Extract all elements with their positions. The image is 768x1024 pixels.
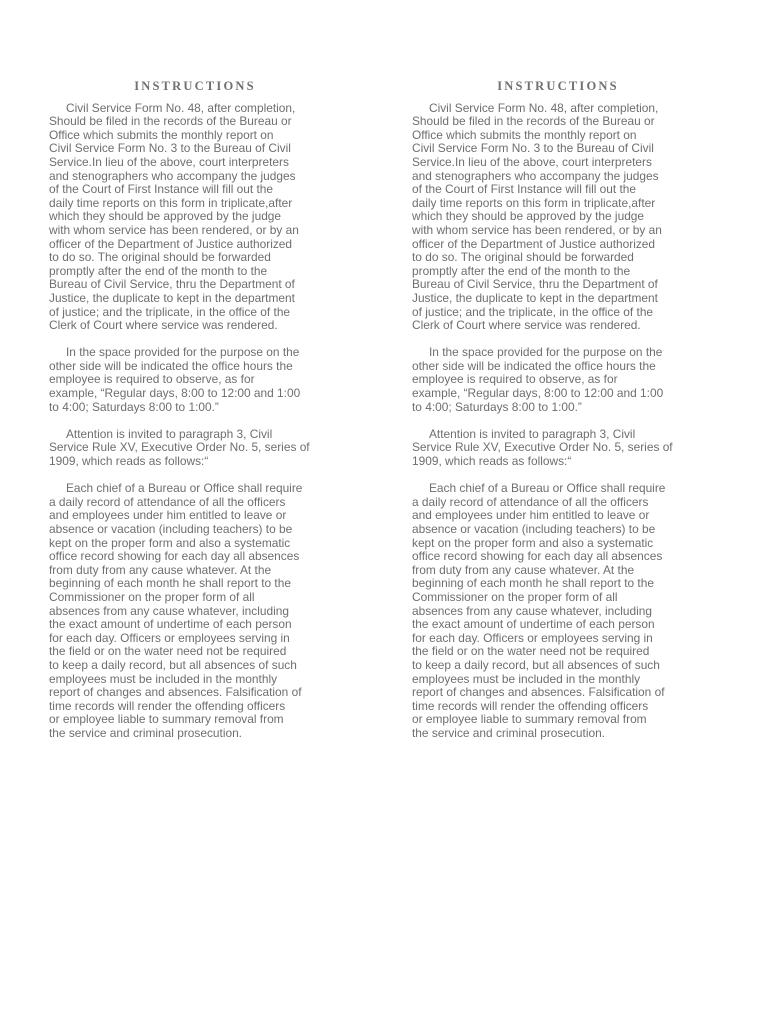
paragraph-line: absences from any cause whatever, including	[49, 603, 289, 618]
paragraph-line: and employees under him entitled to leave or	[49, 508, 287, 523]
instruction-paragraph	[412, 428, 704, 469]
instruction-paragraph	[49, 428, 341, 469]
paragraph-line: absence or vacation (including teachers) to be	[49, 522, 293, 536]
paragraph-line: the field or on the water need not be required	[49, 644, 287, 659]
instructions-column-left	[49, 80, 341, 754]
instructions-column-right	[412, 80, 704, 754]
paragraph-line: example, “Regular days, 8:00 to 12:00 and 1:00	[412, 386, 664, 401]
paragraph-line: with whom service has been rendered, or by an	[49, 222, 299, 237]
paragraph-line: of justice; and the triplicate, in the office of the	[412, 304, 654, 319]
paragraph-line: absence or vacation (including teachers) to be	[412, 522, 656, 536]
paragraph-line: promptly after the end of the month to the	[49, 263, 268, 278]
paragraph-line: for each day. Officers or employees serving in	[412, 630, 653, 645]
instruction-paragraph	[49, 346, 341, 414]
paragraph-line: Commissioner on the proper form of all	[412, 589, 618, 604]
paragraph-line: Clerk of Court where service was rendered.	[49, 318, 278, 333]
paragraph-line: and stenographers who accompany the judges	[49, 168, 296, 183]
paragraph-line: to 4:00; Saturdays 8:00 to 1:00.”	[412, 399, 582, 414]
instructions-heading: INSTRUCTIONS	[134, 79, 256, 93]
paragraph-line: 1909, which reads as follows:“	[49, 454, 209, 469]
paragraph-line: which they should be approved by the judge	[49, 209, 282, 224]
paragraph-line: In the space provided for the purpose on the	[429, 345, 663, 360]
paragraph-line: other side will be indicated the office hours the	[49, 358, 293, 373]
paragraph-line: Justice, the duplicate to kept in the department	[412, 290, 658, 305]
paragraph-line: report of changes and absences. Falsification of	[49, 685, 302, 700]
paragraph-line: the service and criminal prosecution.	[412, 725, 605, 740]
paragraph-line: a daily record of attendance of all the officers	[49, 494, 286, 509]
paragraph-line: a daily record of attendance of all the officers	[412, 494, 649, 509]
paragraph-line: beginning of each month he shall report to the	[412, 576, 654, 591]
paragraph-line: time records will render the offending officers	[49, 698, 286, 713]
paragraph-line: and employees under him entitled to leave or	[412, 508, 650, 523]
paragraph-line: of justice; and the triplicate, in the office of the	[49, 304, 291, 319]
paragraph-line: Each chief of a Bureau or Office shall require	[429, 481, 666, 496]
paragraph-line: to do so. The original should be forwarded	[49, 250, 271, 265]
paragraph-line: office record showing for each day all absences	[49, 549, 300, 564]
paragraph-line: daily time reports on this form in triplicate,after	[412, 195, 656, 210]
paragraph-line: Attention is invited to paragraph 3, Civil	[429, 426, 636, 441]
paragraph-line: Civil Service Form No. 3 to the Bureau of Civil	[412, 141, 654, 156]
paragraph-line: promptly after the end of the month to the	[412, 263, 631, 278]
paragraph-line: employee is required to observe, as for	[49, 372, 255, 387]
paragraph-line: Bureau of Civil Service, thru the Department of	[49, 277, 295, 292]
paragraph-line: from duty from any cause whatever. At the	[412, 562, 635, 577]
paragraph-line: office record showing for each day all absences	[412, 549, 663, 564]
paragraph-line: to keep a daily record, but all absences of such	[412, 657, 660, 672]
paragraph-line: Civil Service Form No. 48, after completion,	[429, 100, 659, 115]
paragraph-line: the service and criminal prosecution.	[49, 725, 242, 740]
paragraph-line: employees must be included in the monthly	[412, 671, 641, 686]
instructions-heading: INSTRUCTIONS	[497, 79, 619, 93]
paragraph-line: Clerk of Court where service was rendered.	[412, 318, 641, 333]
paragraph-line: employees must be included in the monthly	[49, 671, 278, 686]
paragraph-line: Office which submits the monthly report on	[49, 127, 274, 142]
paragraph-line: absences from any cause whatever, including	[412, 603, 652, 618]
paragraph-line: which they should be approved by the judge	[412, 209, 645, 224]
instruction-paragraph	[49, 102, 341, 333]
paragraph-line: from duty from any cause whatever. At the	[49, 562, 272, 577]
paragraph-line: to keep a daily record, but all absences of such	[49, 657, 297, 672]
paragraphs-container	[49, 102, 341, 741]
paragraph-line: beginning of each month he shall report to the	[49, 576, 291, 591]
paragraph-line: for each day. Officers or employees serving in	[49, 630, 290, 645]
paragraph-line: the exact amount of undertime of each person	[412, 617, 655, 632]
paragraph-line: Each chief of a Bureau or Office shall require	[66, 481, 303, 496]
paragraph-line: report of changes and absences. Falsification of	[412, 685, 665, 700]
paragraph-line: Civil Service Form No. 3 to the Bureau of Civil	[49, 141, 291, 156]
paragraph-line: Should be filed in the records of the Bureau or	[49, 114, 292, 129]
paragraph-line: the exact amount of undertime of each person	[49, 617, 292, 632]
paragraph-line: 1909, which reads as follows:“	[412, 454, 572, 469]
paragraph-line: Bureau of Civil Service, thru the Department of	[412, 277, 658, 292]
paragraph-line: with whom service has been rendered, or by an	[412, 222, 662, 237]
paragraph-line: time records will render the offending officers	[412, 698, 649, 713]
paragraph-line: In the space provided for the purpose on the	[66, 345, 300, 360]
paragraph-line: Should be filed in the records of the Bureau or	[412, 114, 655, 129]
paragraph-line: Service Rule XV, Executive Order No. 5, series of	[412, 440, 673, 455]
paragraphs-container	[412, 102, 704, 741]
paragraph-line: kept on the proper form and also a systematic	[49, 535, 291, 550]
instruction-paragraph	[412, 102, 704, 333]
paragraph-line: and stenographers who accompany the judges	[412, 168, 659, 183]
paragraph-line: to do so. The original should be forwarded	[412, 250, 634, 265]
paragraph-line: Attention is invited to paragraph 3, Civil	[66, 426, 273, 441]
instruction-paragraph	[49, 482, 341, 740]
paragraph-line: example, “Regular days, 8:00 to 12:00 and 1:00	[49, 386, 301, 401]
paragraph-line: or employee liable to summary removal from	[49, 712, 284, 727]
paragraph-line: Service Rule XV, Executive Order No. 5, series of	[49, 440, 310, 455]
paragraph-line: Service.In lieu of the above, court interpreters	[49, 154, 289, 169]
paragraph-line: daily time reports on this form in triplicate,after	[49, 195, 293, 210]
paragraph-line: to 4:00; Saturdays 8:00 to 1:00.”	[49, 399, 219, 414]
paragraph-line: Civil Service Form No. 48, after completion,	[66, 100, 296, 115]
paragraph-line: kept on the proper form and also a systematic	[412, 535, 654, 550]
paragraph-line: employee is required to observe, as for	[412, 372, 618, 387]
instruction-paragraph	[412, 346, 704, 414]
paragraph-line: Office which submits the monthly report on	[412, 127, 637, 142]
paragraph-line: or employee liable to summary removal from	[412, 712, 647, 727]
paragraph-line: officer of the Department of Justice authorized	[49, 236, 293, 251]
paragraph-line: Service.In lieu of the above, court interpreters	[412, 154, 652, 169]
paragraph-line: of the Court of First Instance will fill out the	[49, 182, 274, 197]
paragraph-line: officer of the Department of Justice authorized	[412, 236, 656, 251]
paragraph-line: Justice, the duplicate to kept in the department	[49, 290, 295, 305]
paragraph-line: other side will be indicated the office hours the	[412, 358, 656, 373]
paragraph-line: of the Court of First Instance will fill out the	[412, 182, 637, 197]
paragraph-line: Commissioner on the proper form of all	[49, 589, 255, 604]
paragraph-line: the field or on the water need not be required	[412, 644, 650, 659]
instruction-paragraph	[412, 482, 704, 740]
